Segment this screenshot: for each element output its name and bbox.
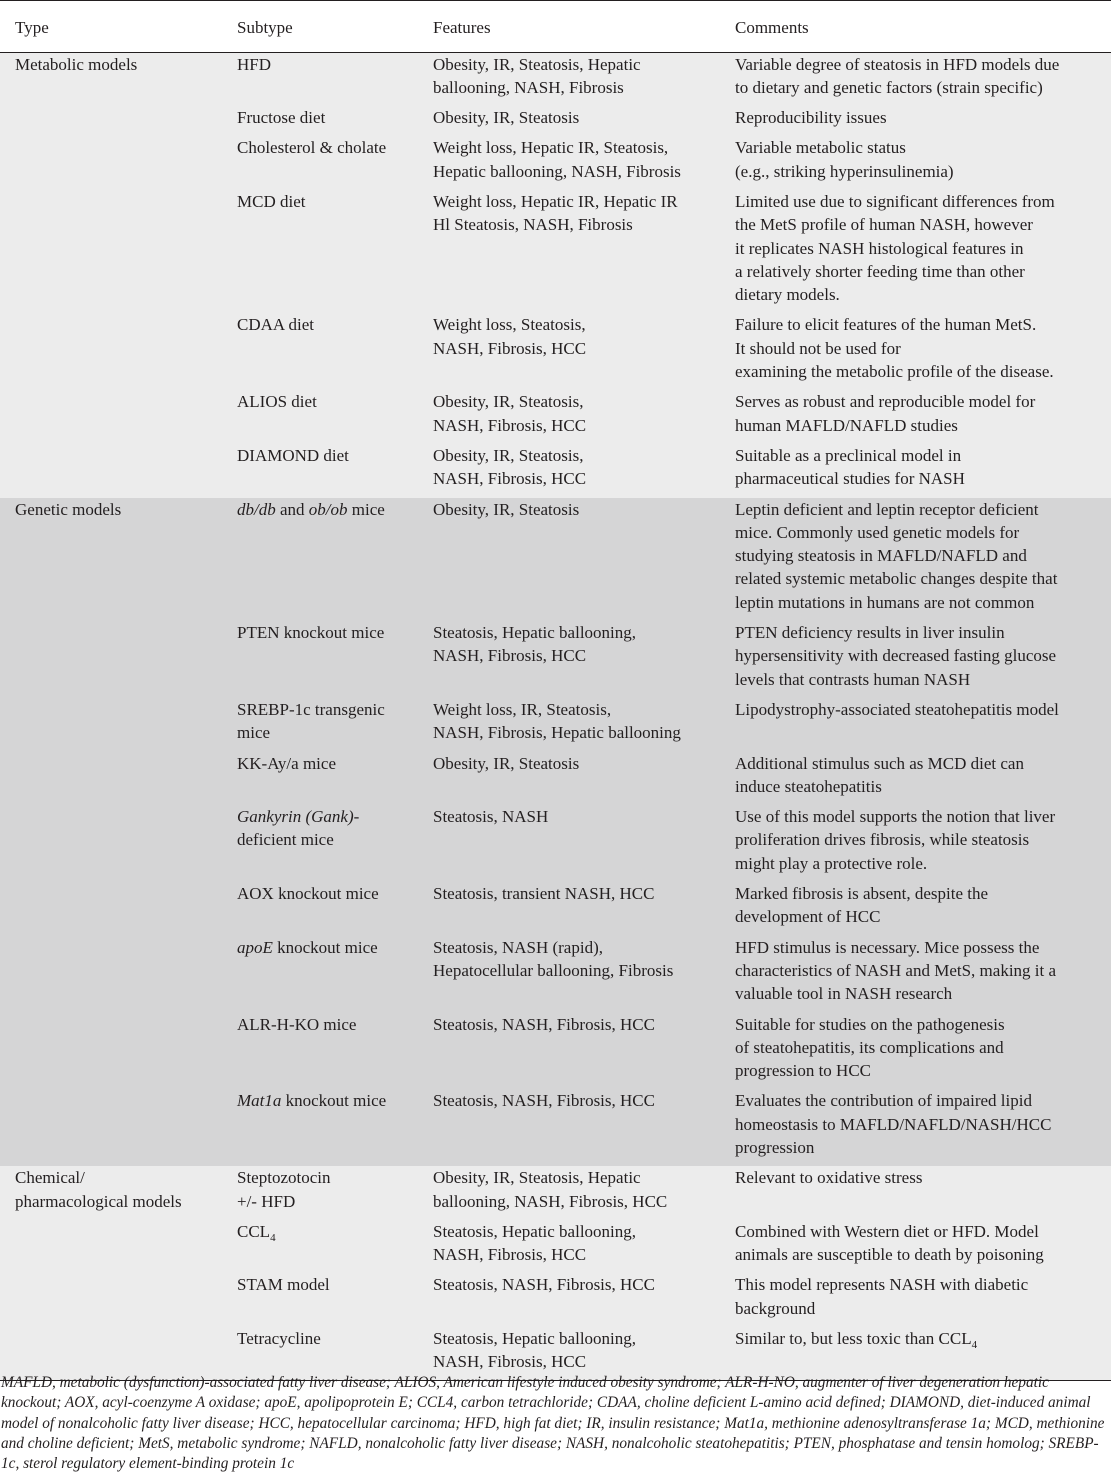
type-cell: [0, 936, 222, 1013]
comments-line: levels that contrasts human NASH: [735, 669, 971, 689]
comments-line: Suitable as a preclinical model in: [735, 445, 962, 465]
comments-cell: [721, 313, 1111, 390]
table-row: [0, 1166, 1111, 1220]
subtype-line: KK-Ay/a mice: [237, 753, 336, 773]
table-row: [0, 752, 1111, 806]
features-line: Steatosis, NASH, Fibrosis, HCC: [433, 1014, 655, 1034]
subtype-text: and: [275, 499, 309, 519]
subtype-text: apoE: [237, 937, 273, 957]
comments-line: of steatohepatitis, its complications and: [735, 1037, 1004, 1057]
comments-cell: [721, 498, 1111, 622]
features-cell: [420, 106, 721, 136]
comments-cell: [721, 390, 1111, 444]
comments-line: This model represents NASH with diabetic: [735, 1275, 1029, 1295]
comments-line: Marked fibrosis is absent, despite the: [735, 884, 989, 904]
subtype-line: DIAMOND diet: [237, 445, 349, 465]
table-row: [0, 882, 1111, 936]
features-line: NASH, Fibrosis, HCC: [433, 469, 587, 489]
header-features: Features: [420, 1, 721, 53]
type-cell: [0, 1273, 222, 1327]
subtype-cell: [222, 1273, 420, 1327]
type-line: pharmacological models: [15, 1191, 182, 1211]
features-line: Steatosis, transient NASH, HCC: [433, 884, 655, 904]
features-line: ballooning, NASH, Fibrosis, HCC: [433, 1191, 668, 1211]
table-row: [0, 390, 1111, 444]
comments-cell: [721, 53, 1111, 107]
comments-line: a relatively shorter feeding time than other: [735, 261, 1025, 281]
subtype-line: [237, 498, 420, 521]
comments-line: examining the metabolic profile of the disease.: [735, 362, 1054, 382]
features-cell: [420, 1220, 721, 1274]
subtype-cell: [222, 752, 420, 806]
table-header: [0, 1, 1111, 53]
subtype-cell: [222, 106, 420, 136]
subtype-text: CCL: [237, 1221, 271, 1241]
comments-line: characteristics of NASH and MetS, making it a: [735, 960, 1057, 980]
comments-cell: [721, 805, 1111, 882]
comments-cell: [721, 752, 1111, 806]
features-line: Hepatic ballooning, NASH, Fibrosis: [433, 161, 681, 181]
features-cell: [420, 882, 721, 936]
comments-line: Combined with Western diet or HFD. Model: [735, 1221, 1039, 1241]
subtype-cell: [222, 1166, 420, 1220]
comments-cell: [721, 1220, 1111, 1274]
comments-line: hypersensitivity with decreased fasting glucose: [735, 646, 1057, 666]
comments-line: development of HCC: [735, 907, 881, 927]
subtype-cell: [222, 936, 420, 1013]
comments-line: the MetS profile of human NASH, however: [735, 215, 1033, 235]
table-row: [0, 936, 1111, 1013]
group-metabolic: [0, 53, 1111, 498]
comments-line: induce steatohepatitis: [735, 776, 882, 796]
table-row: [0, 1273, 1111, 1327]
features-cell: [420, 936, 721, 1013]
type-cell: [0, 698, 222, 752]
features-line: Steatosis, Hepatic ballooning,: [433, 623, 637, 643]
comments-line: proliferation drives fibrosis, while steatosis: [735, 830, 1030, 850]
subtype-line: Cholesterol & cholate: [237, 138, 387, 158]
subtype-text: Mat1a: [237, 1091, 282, 1111]
subtype-cell: [222, 1220, 420, 1274]
comments-line: pharmaceutical studies for NASH: [735, 469, 965, 489]
features-line: Obesity, IR, Steatosis: [433, 499, 580, 519]
subtype-cell: [222, 444, 420, 498]
features-cell: [420, 1013, 721, 1090]
features-line: NASH, Fibrosis, HCC: [433, 338, 587, 358]
features-cell: [420, 1166, 721, 1220]
features-cell: [420, 313, 721, 390]
subtype-line: ALIOS diet: [237, 392, 317, 412]
features-cell: [420, 1273, 721, 1327]
features-line: Weight loss, Hepatic IR, Steatosis,: [433, 138, 669, 158]
table-row: [0, 53, 1111, 107]
comments-line: HFD stimulus is necessary. Mice possess the: [735, 937, 1040, 957]
subtype-line: STAM model: [237, 1275, 330, 1295]
table-row: [0, 1013, 1111, 1090]
comments-line: Evaluates the contribution of impaired lipid: [735, 1091, 1032, 1111]
comments-line: it replicates NASH histological features in: [735, 238, 1024, 258]
features-line: Steatosis, NASH, Fibrosis, HCC: [433, 1091, 655, 1111]
features-line: NASH, Fibrosis, HCC: [433, 1245, 587, 1265]
subtype-text: mice: [347, 499, 385, 519]
subtype-text: 4: [270, 1231, 276, 1244]
table-row: [0, 136, 1111, 190]
features-line: Steatosis, NASH (rapid),: [433, 937, 603, 957]
subtype-line: ALR-H-KO mice: [237, 1014, 357, 1034]
type-cell: [0, 106, 222, 136]
subtype-cell: [222, 1089, 420, 1166]
comments-cell: [721, 190, 1111, 314]
type-cell: [0, 621, 222, 698]
subtype-line: [237, 936, 420, 959]
features-cell: [420, 498, 721, 622]
type-cell: [0, 1089, 222, 1166]
subtype-line: mice: [237, 723, 271, 743]
subtype-line: CDAA diet: [237, 315, 314, 335]
subtype-cell: [222, 1013, 420, 1090]
comments-line: progression: [735, 1138, 815, 1157]
subtype-line: [237, 805, 420, 828]
header-comments: Comments: [721, 1, 1111, 53]
comments-line: dietary models.: [735, 285, 840, 305]
features-line: NASH, Fibrosis, HCC: [433, 415, 587, 435]
type-cell: [0, 53, 222, 107]
table-footnote: MAFLD, metabolic (dysfunction)-associated fatty liver disease; ALIOS, American lifestyle induced obesity syndrome; ALR-H-NO, augmenter of liver degeneration hepatic knockout; AOX, acyl-coenzyme A oxidase; apoE, apolipoprotein E; CCL4, carbon tetrachloride; CDAA, choline deficient L-amino acid defined; DIAMOND, diet-induced animal model of nonalcoholic fatty liver disease; HCC, hepatocellular carcinoma; HFD, high fat diet; IR, insulin resistance; Mat1a, methionine adenosyltransferase 1a; MCD, methionine and choline deficient; MetS, metabolic syndrome; NAFLD, nonalcoholic fatty liver disease; NASH, nonalcoholic steatohepatitis; PTEN, phosphatase and tensin homolog; SREBP-1c, sterol regulatory element-binding protein 1c: [1, 1374, 1105, 1473]
comments-line: Additional stimulus such as MCD diet can: [735, 753, 1024, 773]
features-line: Weight loss, Steatosis,: [433, 315, 586, 335]
subtype-cell: [222, 882, 420, 936]
comments-line: Serves as robust and reproducible model for: [735, 392, 1036, 412]
group-genetic: [0, 498, 1111, 1167]
table-row: [0, 698, 1111, 752]
features-cell: [420, 752, 721, 806]
features-line: Obesity, IR, Steatosis,: [433, 392, 584, 412]
comments-line: to dietary and genetic factors (strain specific): [735, 78, 1043, 98]
table-row: [0, 190, 1111, 314]
features-line: Obesity, IR, Steatosis: [433, 753, 580, 773]
features-line: Obesity, IR, Steatosis: [433, 108, 580, 128]
comments-line: Failure to elicit features of the human MetS.: [735, 315, 1037, 335]
features-line: Steatosis, Hepatic ballooning,: [433, 1329, 637, 1349]
subtype-text: knockout mice: [281, 1091, 387, 1111]
subtype-line: PTEN knockout mice: [237, 623, 385, 643]
comments-line: mice. Commonly used genetic models for: [735, 522, 1020, 542]
type-line: Metabolic models: [15, 55, 138, 74]
comments-cell: [721, 936, 1111, 1013]
subtype-line: MCD diet: [237, 191, 306, 211]
features-line: ballooning, NASH, Fibrosis: [433, 78, 624, 98]
subtype-cell: [222, 53, 420, 107]
subtype-line: [237, 1089, 420, 1112]
header-type: Type: [0, 1, 222, 53]
type-line: Chemical/: [15, 1168, 85, 1188]
features-cell: [420, 390, 721, 444]
comments-line: Lipodystrophy-associated steatohepatitis model: [735, 699, 1059, 719]
features-line: NASH, Fibrosis, HCC: [433, 646, 587, 666]
group-chemical: [0, 1166, 1111, 1380]
comments-line: animals are susceptible to death by poisoning: [735, 1245, 1044, 1265]
header-subtype: Subtype: [222, 1, 420, 53]
features-cell: [420, 444, 721, 498]
type-cell: [0, 752, 222, 806]
features-cell: [420, 1089, 721, 1166]
features-cell: [420, 190, 721, 314]
header-row: [0, 1, 1111, 53]
comments-line: homeostasis to MAFLD/NAFLD/NASH/HCC: [735, 1114, 1052, 1134]
comments-cell: [721, 106, 1111, 136]
features-cell: [420, 805, 721, 882]
features-line: Obesity, IR, Steatosis, Hepatic: [433, 55, 641, 74]
subtype-text: db/db: [237, 499, 276, 519]
table-row: [0, 621, 1111, 698]
subtype-text: -: [353, 807, 360, 827]
subtype-cell: [222, 698, 420, 752]
comments-line: Limited use due to significant differences from: [735, 191, 1055, 211]
comments-line: [735, 1327, 1111, 1350]
subtype-line: +/- HFD: [237, 1191, 296, 1211]
type-cell: [0, 190, 222, 314]
comments-line: It should not be used for: [735, 338, 901, 358]
features-line: Hepatocellular ballooning, Fibrosis: [433, 960, 674, 980]
comments-line: progression to HCC: [735, 1061, 871, 1081]
type-cell: [0, 498, 222, 622]
comments-line: related systemic metabolic changes despite that: [735, 569, 1058, 589]
comments-line: Variable metabolic status: [735, 138, 906, 158]
comments-line: (e.g., striking hyperinsulinemia): [735, 161, 954, 181]
comments-line: might play a protective role.: [735, 853, 928, 873]
table-row: [0, 313, 1111, 390]
features-line: Hl Steatosis, NASH, Fibrosis: [433, 215, 633, 235]
subtype-cell: [222, 136, 420, 190]
type-cell: [0, 390, 222, 444]
comments-line: PTEN deficiency results in liver insulin: [735, 623, 1005, 643]
features-line: NASH, Fibrosis, Hepatic ballooning: [433, 723, 681, 743]
subtype-text: ob/ob: [308, 499, 348, 519]
type-cell: [0, 136, 222, 190]
table-row: [0, 805, 1111, 882]
table-row: [0, 498, 1111, 622]
comments-cell: [721, 882, 1111, 936]
comments-cell: [721, 1166, 1111, 1220]
type-cell: [0, 1220, 222, 1274]
type-cell: [0, 805, 222, 882]
table-row: [0, 106, 1111, 136]
subtype-line: [237, 828, 420, 851]
comments-cell: [721, 621, 1111, 698]
subtype-text: deficient mice: [237, 830, 334, 850]
comments-line: Variable degree of steatosis in HFD models due: [735, 55, 1060, 74]
subtype-cell: [222, 390, 420, 444]
type-cell: [0, 882, 222, 936]
comments-line: Reproducibility issues: [735, 108, 887, 128]
features-line: Obesity, IR, Steatosis, Hepatic: [433, 1168, 641, 1188]
features-line: Steatosis, Hepatic ballooning,: [433, 1221, 637, 1241]
table-row: [0, 1220, 1111, 1274]
comments-line: studying steatosis in MAFLD/NAFLD and: [735, 546, 1027, 566]
type-line: Genetic models: [15, 499, 122, 519]
subtype-text: Gankyrin (Gank): [237, 807, 354, 827]
features-cell: [420, 698, 721, 752]
features-cell: [420, 136, 721, 190]
subtype-cell: [222, 621, 420, 698]
subtype-line: Tetracycline: [237, 1329, 321, 1349]
table-row: [0, 1089, 1111, 1166]
comments-text: 4: [971, 1339, 978, 1352]
features-cell: [420, 53, 721, 107]
comments-cell: [721, 1273, 1111, 1327]
features-line: Obesity, IR, Steatosis,: [433, 445, 584, 465]
type-cell: [0, 1166, 222, 1220]
comments-line: Use of this model supports the notion that liver: [735, 807, 1056, 827]
table-row: [0, 444, 1111, 498]
comments-line: Leptin deficient and leptin receptor deficient: [735, 499, 1039, 519]
features-line: Steatosis, NASH: [433, 807, 549, 827]
comments-cell: [721, 1089, 1111, 1166]
comments-cell: [721, 444, 1111, 498]
subtype-line: HFD: [237, 55, 272, 74]
subtype-line: Fructose diet: [237, 108, 326, 128]
comments-cell: [721, 136, 1111, 190]
comments-cell: [721, 1013, 1111, 1090]
comments-line: Relevant to oxidative stress: [735, 1168, 923, 1188]
comments-line: Suitable for studies on the pathogenesis: [735, 1014, 1005, 1034]
subtype-line: [237, 1220, 420, 1243]
comments-line: valuable tool in NASH research: [735, 984, 953, 1004]
type-cell: [0, 313, 222, 390]
comments-line: background: [735, 1298, 816, 1318]
type-cell: [0, 444, 222, 498]
type-cell: [0, 1013, 222, 1090]
features-cell: [420, 621, 721, 698]
features-line: Weight loss, Hepatic IR, Hepatic IR: [433, 191, 678, 211]
comments-line: leptin mutations in humans are not common: [735, 592, 1035, 612]
subtype-line: Steptozotocin: [237, 1168, 331, 1188]
features-line: Weight loss, IR, Steatosis,: [433, 699, 612, 719]
subtype-line: SREBP-1c transgenic: [237, 699, 385, 719]
comments-cell: [721, 698, 1111, 752]
subtype-cell: [222, 313, 420, 390]
features-line: Steatosis, NASH, Fibrosis, HCC: [433, 1275, 655, 1295]
features-line: NASH, Fibrosis, HCC: [433, 1352, 587, 1372]
subtype-text: knockout mice: [272, 937, 378, 957]
subtype-cell: [222, 498, 420, 622]
subtype-line: AOX knockout mice: [237, 884, 379, 904]
comments-line: human MAFLD/NAFLD studies: [735, 415, 958, 435]
subtype-cell: [222, 805, 420, 882]
subtype-cell: [222, 190, 420, 314]
comments-text: Similar to, but less toxic than CCL: [735, 1329, 972, 1349]
